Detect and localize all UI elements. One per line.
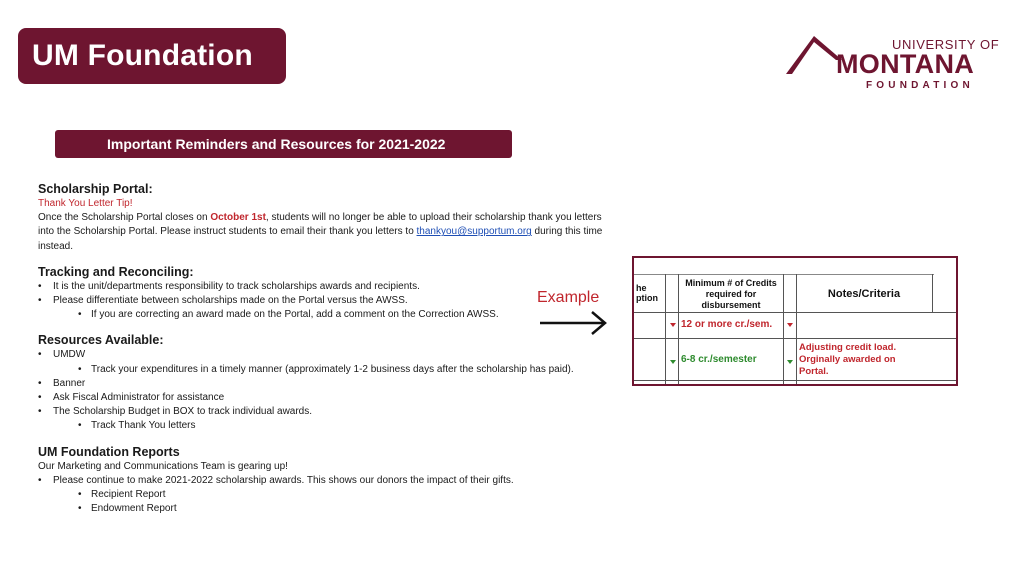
- list-item: • Please differentiate between scholarships made on the Portal versus the AWSS.: [38, 294, 618, 308]
- list-item: • Endowment Report: [38, 502, 618, 516]
- spreadsheet-excerpt: [632, 256, 958, 386]
- logo-mountain-icon: [784, 30, 844, 80]
- reports-intro: Our Marketing and Communications Team is gearing up!: [38, 460, 288, 472]
- excerpt-col1-header: he ption: [636, 283, 658, 303]
- reports-heading: UM Foundation Reports: [38, 444, 180, 459]
- excerpt-credits-header: Minimum # of Credits required for disbursement: [685, 278, 777, 310]
- list-item: • Track your expenditures in a timely manner (approximately 1-2 business days after the scholarship has paid).: [38, 363, 618, 377]
- excerpt-row1-credits: 12 or more cr./sem.: [681, 319, 773, 330]
- thankyou-email-link[interactable]: thankyou@supportum.org: [416, 226, 532, 238]
- excerpt-notes-header: Notes/Criteria: [827, 288, 901, 300]
- dropdown-green-icon: [670, 360, 676, 364]
- list-item: • It is the unit/departments responsibility to track scholarships awards and recipients.: [38, 280, 618, 294]
- resources-heading: Resources Available:: [38, 333, 164, 348]
- logo-line-foundation: FOUNDATION: [866, 80, 974, 91]
- scholarship-portal-heading: Scholarship Portal:: [38, 182, 153, 196]
- excerpt-row2-credits: 6-8 cr./semester: [681, 354, 757, 365]
- tracking-list: [38, 280, 618, 323]
- list-item: • Banner: [38, 377, 618, 391]
- list-item: • If you are correcting an award made on the Portal, add a comment on the Correction AWSS.: [38, 308, 618, 322]
- logo-line-montana: MONTANA: [836, 49, 975, 79]
- excerpt-row2-note: Adjusting credit load. Orginally awarded on Portal.: [799, 342, 897, 377]
- header-title: UM Foundation: [32, 39, 253, 72]
- portal-paragraph: Once the Scholarship Portal closes on October 1st, students will no longer be able to upload their scholarship thank you letters into the Scholarship Portal. Please instruct students to email their thank you letters to thankyou@supportum.org during this time instead.: [38, 212, 603, 252]
- example-label: Example: [537, 289, 600, 306]
- logo-line-university: UNIVERSITY OF: [892, 37, 1000, 52]
- reports-list: [38, 474, 618, 517]
- list-item: • Track Thank You letters: [38, 419, 618, 433]
- resources-list: [38, 348, 618, 433]
- dropdown-red-icon: [670, 323, 676, 327]
- tracking-heading: Tracking and Reconciling:: [38, 264, 194, 279]
- main-content: [38, 181, 618, 516]
- list-item: • UMDW: [38, 348, 618, 362]
- header-badge: [18, 28, 286, 84]
- section-banner: [55, 130, 512, 158]
- list-item: • Please continue to make 2021-2022 scholarship awards. This shows our donors the impact of their gifts.: [38, 474, 618, 488]
- banner-title: Important Reminders and Resources for 2021-2022: [107, 136, 446, 152]
- thank-you-tip: Thank You Letter Tip!: [38, 198, 133, 209]
- arrow-right-icon: [538, 309, 610, 337]
- dropdown-red-icon: [787, 323, 793, 327]
- list-item: • Ask Fiscal Administrator for assistance: [38, 391, 618, 405]
- um-foundation-logo: [784, 30, 998, 92]
- list-item: • The Scholarship Budget in BOX to track individual awards.: [38, 405, 618, 419]
- list-item: • Recipient Report: [38, 488, 618, 502]
- dropdown-green-icon: [787, 360, 793, 364]
- portal-close-date: October 1st: [210, 212, 266, 224]
